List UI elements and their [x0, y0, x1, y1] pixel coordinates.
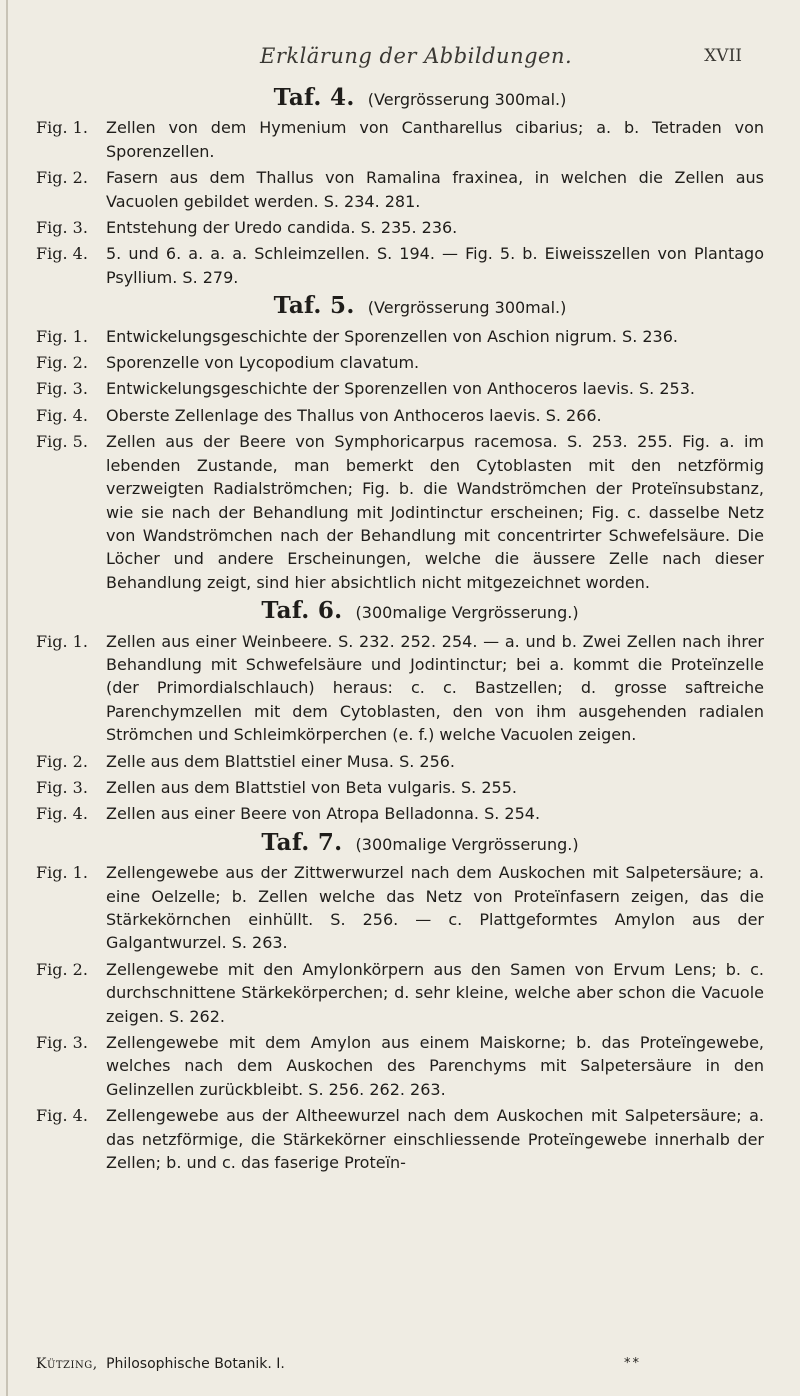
- figure-entry: [36, 1031, 764, 1101]
- figure-label: Fig. 2.: [36, 959, 88, 979]
- figure-entry: [36, 750, 764, 773]
- figure-entry: [36, 242, 764, 289]
- figure-label: Fig. 2.: [36, 751, 88, 771]
- figure-entry: [36, 776, 764, 799]
- figure-caption: Zellengewebe aus der Altheewurzel nach dem Auskochen mit Salpetersäure; a. das netzförmige, die Stärkekörner einschliessende Proteïngewebe innerhalb der Zellen; b. und c. das faserige Proteïn-: [106, 1106, 764, 1173]
- figure-label: Fig. 2.: [36, 353, 88, 373]
- figure-label: Fig. 1.: [36, 118, 88, 138]
- plate-heading: [36, 294, 764, 319]
- figure-caption: Zellengewebe aus der Zittwerwurzel nach dem Auskochen mit Salpetersäure; a. eine Oelzelle; b. Zellen welche das Netz von Proteïnfasern zeigen, das die Stärkekörnchen einhüllt. S. 256. — c. Plattgeformtes Amylon aus der Galgantwurzel. S. 263.: [106, 863, 764, 953]
- plate-title: Taf. 5.: [273, 292, 355, 320]
- figure-caption: Entwickelungsgeschichte der Sporenzellen von Anthoceros laevis. S. 253.: [106, 379, 695, 399]
- figure-caption: Zellengewebe mit den Amylonkörpern aus den Samen von Ervum Lens; b. c. durchschnittene Stärkekörperchen; d. sehr kleine, welche aber schon die Vacuole zeigen. S. 262.: [106, 959, 764, 1026]
- figure-caption: Zellen von dem Hymenium von Cantharellus cibarius; a. b. Tetraden von Sporenzellen.: [106, 118, 764, 161]
- figure-entry: [36, 802, 764, 825]
- plate-title: Taf. 7.: [261, 828, 343, 856]
- figure-label: Fig. 3.: [36, 379, 88, 399]
- figure-caption: Sporenzelle von Lycopodium clavatum.: [106, 353, 420, 373]
- plate-section: [36, 599, 764, 826]
- figure-entry: [36, 325, 764, 348]
- running-head: [0, 44, 800, 74]
- figure-entry: [36, 1104, 764, 1174]
- figure-label: Fig. 3.: [36, 1033, 88, 1053]
- figure-label: Fig. 1.: [36, 631, 88, 651]
- figure-entry: [36, 116, 764, 163]
- figure-caption: Zellen aus einer Beere von Atropa Belladonna. S. 254.: [106, 804, 541, 824]
- figure-entry: [36, 958, 764, 1028]
- plate-title: Taf. 4.: [273, 84, 355, 111]
- figure-label: Fig. 4.: [36, 804, 88, 824]
- figure-caption: Fasern aus dem Thallus von Ramalina fraxinea, in welchen die Zellen aus Vacuolen gebildet werden. S. 234. 281.: [106, 168, 764, 211]
- figure-entry: [36, 404, 764, 427]
- plate-title: Taf. 6.: [261, 597, 343, 625]
- figure-caption: Entstehung der Uredo candida. S. 235. 236.: [106, 218, 458, 238]
- plate-section: [36, 294, 764, 594]
- figure-caption: Zellen aus der Beere von Symphoricarpus racemosa. S. 253. 255. Fig. a. im lebenden Zustande, man bemerkt den Cytoblasten mit den netzförmig verzweigten Radialströmchen; Fig. b. die Wandströmchen der Proteïnsubstanz, wie sie nach der Behandlung mit Jodintinctur erscheinen; Fig. c. dasselbe Netz von Wandströmchen nach der Behandlung mit concentrirter Schwefelsäure. Die Löcher und andere Erscheinungen, welche die äussere Zelle nach dieser Behandlung zeigt, sind hier absichtlich nicht mitgezeichnet worden.: [106, 432, 764, 592]
- figure-caption: Zellen aus einer Weinbeere. S. 232. 252. 254. — a. und b. Zwei Zellen nach ihrer Behandlung mit Schwefelsäure und Jodintinctur; bei a. kommt die Proteïnzelle (der Primordialschlauch) heraus: c. c. Bastzellen; d. grosse saftreiche Parenchymzellen mit dem Cytoblasten, den von ihm ausgehenden radialen Strömchen und Schleimkörperchen (e. f.) welche Vacuolen zeigen.: [106, 631, 764, 745]
- figure-caption: Zellengewebe mit dem Amylon aus einem Maiskorne; b. das Proteïngewebe, welches nach dem Auskochen des Parenchyms mit Salpetersäure in den Gelinzellen zurückbleibt. S. 256. 262. 263.: [106, 1033, 764, 1099]
- figure-entry: [36, 430, 764, 594]
- figure-entry: [36, 861, 764, 955]
- page-fold-shadow: [6, 0, 8, 1396]
- plate-magnification: (300malige Vergrösserung.): [355, 603, 579, 623]
- plate-heading: [36, 599, 764, 624]
- figure-label: Fig. 3.: [36, 777, 88, 797]
- plate-magnification: (300malige Vergrösserung.): [355, 834, 579, 854]
- printer-signature-mark: **: [624, 1356, 641, 1371]
- footer-author: Kützing,: [36, 1356, 98, 1372]
- page-footer: [36, 1356, 764, 1378]
- footer-book-title: Philosophische Botanik. I.: [106, 1356, 285, 1372]
- figure-label: Fig. 1.: [36, 326, 88, 346]
- figure-entry: [36, 216, 764, 239]
- figure-explanations: [36, 86, 764, 1179]
- plate-magnification: (Vergrösserung 300mal.): [367, 298, 567, 318]
- figure-label: Fig. 2.: [36, 168, 88, 188]
- figure-entry: [36, 166, 764, 213]
- figure-label: Fig. 4.: [36, 244, 88, 264]
- figure-label: Fig. 4.: [36, 405, 88, 425]
- figure-caption: Oberste Zellenlage des Thallus von Anthoceros laevis. S. 266.: [106, 405, 602, 425]
- figure-label: Fig. 1.: [36, 863, 88, 883]
- running-title: Erklärung der Abbildungen.: [260, 44, 573, 68]
- footer-citation: [36, 1356, 285, 1372]
- plate-section: [36, 86, 764, 289]
- plate-section: [36, 828, 764, 1175]
- figure-label: Fig. 3.: [36, 218, 88, 238]
- figure-label: Fig. 4.: [36, 1106, 88, 1126]
- figure-entry: [36, 377, 764, 400]
- plate-heading: [36, 86, 764, 111]
- figure-entry: [36, 630, 764, 747]
- figure-entry: [36, 351, 764, 374]
- figure-caption: Entwickelungsgeschichte der Sporenzellen von Aschion nigrum. S. 236.: [106, 326, 678, 346]
- page-number: XVII: [704, 46, 742, 66]
- plate-heading: [36, 828, 764, 856]
- figure-label: Fig. 5.: [36, 432, 88, 452]
- plate-magnification: (Vergrösserung 300mal.): [367, 90, 567, 109]
- figure-caption: Zelle aus dem Blattstiel einer Musa. S. 256.: [106, 751, 456, 771]
- figure-caption: Zellen aus dem Blattstiel von Beta vulgaris. S. 255.: [106, 777, 517, 797]
- figure-caption: 5. und 6. a. a. a. Schleimzellen. S. 194. — Fig. 5. b. Eiweisszellen von Plantago Psyllium. S. 279.: [106, 244, 764, 287]
